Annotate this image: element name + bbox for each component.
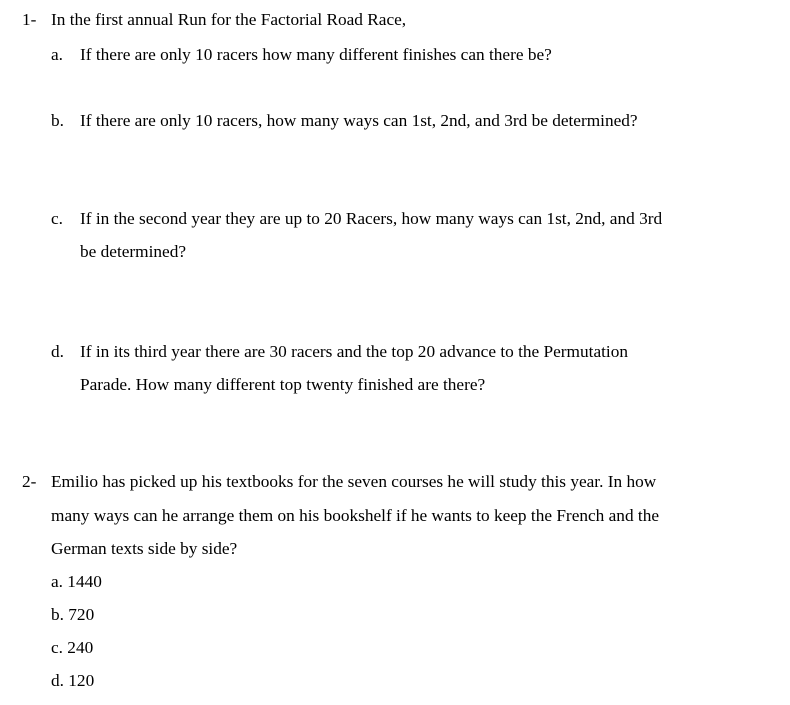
question-1-stem: In the first annual Run for the Factorial Road Race, <box>51 10 407 29</box>
part-a-text: If there are only 10 racers how many different finishes can there be? <box>80 45 552 64</box>
question-2-stem-line-1: Emilio has picked up his textbooks for the seven courses he will study this year. In how <box>51 472 657 491</box>
part-b-label: b. <box>51 111 64 130</box>
question-2-stem-line-2: many ways can he arrange them on his bookshelf if he wants to keep the French and the <box>51 506 660 525</box>
choice-a: a. 1440 <box>51 572 102 591</box>
question-2-number: 2- <box>22 472 37 491</box>
part-b-text: If there are only 10 racers, how many ways can 1st, 2nd, and 3rd be determined? <box>80 111 638 130</box>
part-c-label: c. <box>51 209 63 228</box>
choice-c: c. 240 <box>51 638 94 657</box>
part-a-label: a. <box>51 45 63 64</box>
choice-b: b. 720 <box>51 605 95 624</box>
part-c-text-line-2: be determined? <box>80 242 187 261</box>
part-d-text-line-2: Parade. How many different top twenty finished are there? <box>80 375 486 394</box>
choice-d: d. 120 <box>51 671 95 690</box>
part-d-label: d. <box>51 342 64 361</box>
part-d-text-line-1: If in its third year there are 30 racers and the top 20 advance to the Permutation <box>80 342 628 361</box>
part-c-text-line-1: If in the second year they are up to 20 Racers, how many ways can 1st, 2nd, and 3rd <box>80 209 663 228</box>
question-1-number: 1- <box>22 10 37 29</box>
question-2-stem-line-3: German texts side by side? <box>51 539 238 558</box>
